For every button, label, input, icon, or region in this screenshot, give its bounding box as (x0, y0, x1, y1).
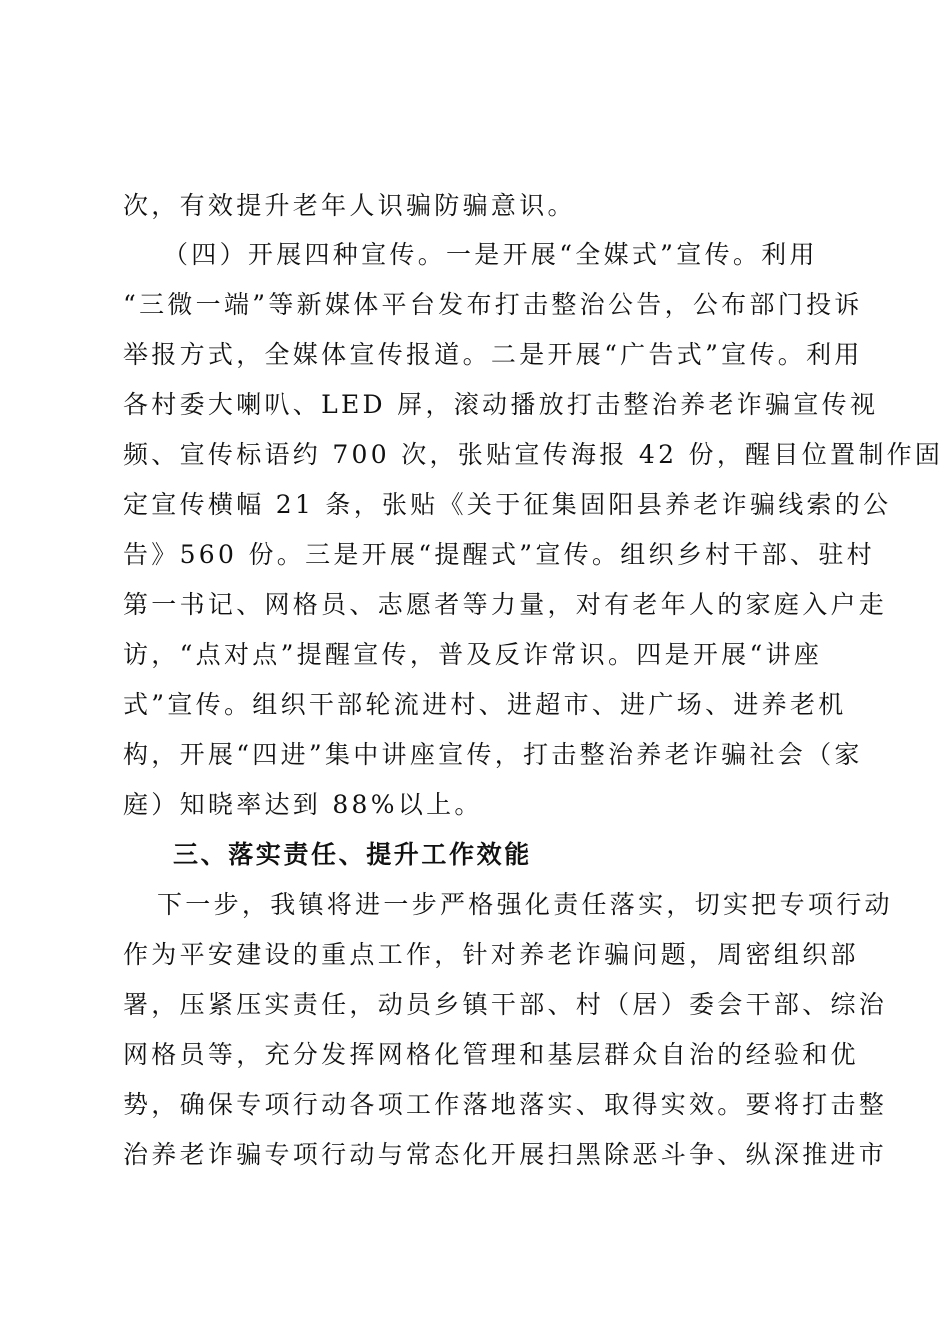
paragraph-line-10: 访，“点对点”提醒宣传，普及反诈常识。四是开展“讲座 (123, 640, 823, 669)
paragraph-line-20: 治养老诈骗专项行动与常态化开展扫黑除恶斗争、纵深推进市 (123, 1140, 888, 1169)
paragraph-line-9: 第一书记、网格员、志愿者等力量，对有老年人的家庭入户走 (123, 590, 888, 619)
paragraph-line-18: 网格员等，充分发挥网格化管理和基层群众自治的经验和优 (123, 1040, 859, 1069)
paragraph-line-8: 告》560 份。三是开展“提醒式”宣传。组织乡村干部、驻村 (123, 540, 875, 569)
paragraph-line-4: 举报方式，全媒体宣传报道。二是开展“广告式”宣传。利用 (123, 340, 863, 369)
paragraph-line-7: 定宣传横幅 21 条，张贴《关于征集固阳县养老诈骗线索的公 (123, 490, 892, 519)
paragraph-line-16: 作为平安建设的重点工作，针对养老诈骗问题，周密组织部 (123, 940, 859, 969)
paragraph-line-12: 构，开展“四进”集中讲座宣传，打击整治养老诈骗社会（家 (123, 740, 863, 769)
paragraph-line-11: 式”宣传。组织干部轮流进村、进超市、进广场、进养老机 (123, 690, 847, 719)
paragraph-line-17: 署，压紧压实责任，动员乡镇干部、村（居）委会干部、综治 (123, 990, 888, 1019)
paragraph-line-19: 势，确保专项行动各项工作落地落实、取得实效。要将打击整 (123, 1090, 888, 1119)
paragraph-line-5: 各村委大喇叭、LED 屏，滚动播放打击整治养老诈骗宣传视 (123, 390, 879, 419)
paragraph-line-1: 次，有效提升老年人识骗防骗意识。 (123, 191, 576, 220)
paragraph-line-2: （四）开展四种宣传。一是开展“全媒式”宣传。利用 (163, 240, 818, 269)
paragraph-line-15: 下一步，我镇将进一步严格强化责任落实，切实把专项行动 (157, 890, 893, 919)
paragraph-line-3: “三微一端”等新媒体平台发布打击整治公告，公布部门投诉 (123, 290, 863, 319)
paragraph-line-6: 频、宣传标语约 700 次，张贴宣传海报 42 份，醒目位置制作固 (123, 440, 944, 469)
section-heading: 三、落实责任、提升工作效能 (173, 840, 532, 869)
paragraph-line-13: 庭）知晓率达到 88%以上。 (123, 790, 483, 819)
